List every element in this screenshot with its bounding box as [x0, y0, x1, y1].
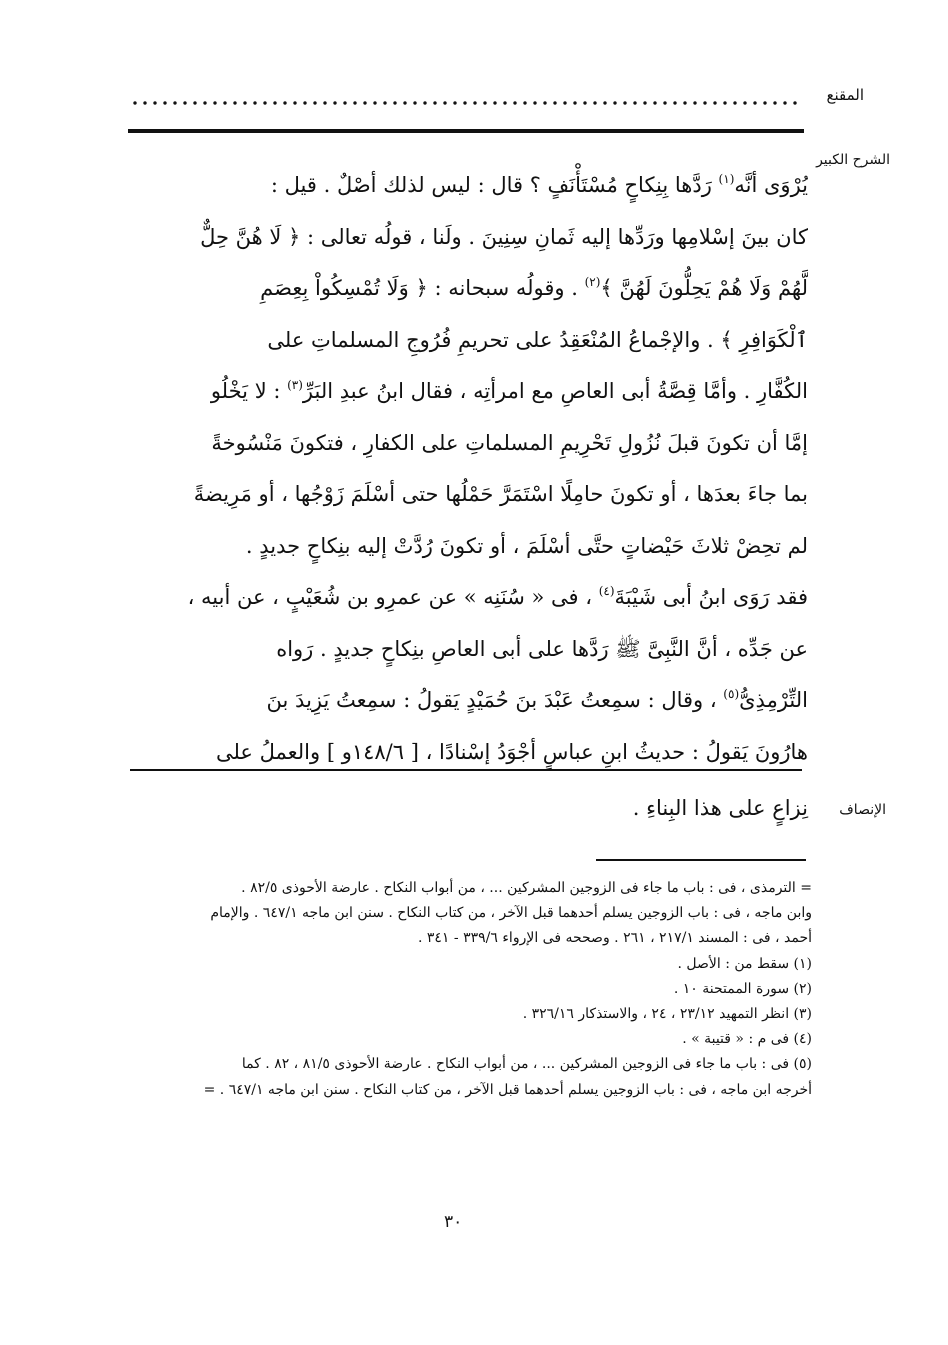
- text-line: [128, 521, 808, 573]
- footnote-line: (٢) سورة الممتحنة ١٠ .: [673, 980, 812, 997]
- text-segment: لَّهُمْ وَلَا هُمْ يَحِلُّونَ لَهُنَّ ﴾: [600, 276, 808, 300]
- footnote-marker[interactable]: (٤): [598, 584, 615, 598]
- text-segment: بما جاءَ بعدَها ، أو تكونَ حامِلًا اسْتَمَرَّ حَمْلُها حتى أسْلَمَ زَوْجُها ، أو مَرِيضةً: [193, 482, 808, 506]
- text-segment: كان بينَ إسْلامِها ورَدِّها إليه ثَمانِ سِنِينَ . ولَنا ، قولُه تعالى : ﴿ لَا هُنَّ حِلٌّ: [200, 224, 808, 249]
- footnote-marker[interactable]: (٣): [287, 378, 303, 392]
- text-segment: : لا يَخْلُو: [210, 379, 288, 403]
- text-segment: رَدَّها بِنِكاحٍ مُسْتَأْنَفٍ ؟ قال : ليس لذلك أصْلٌ . قيل :: [270, 173, 719, 197]
- footnote-line: (٣) انظر التمهيد ٢٣/١٢ ، ٢٤ ، والاستذكار ٣٢٦/١٦ .: [522, 1005, 812, 1022]
- text-line: [128, 212, 808, 264]
- text-segment: يُرْوَى أنَّه: [734, 173, 808, 197]
- text-line: [128, 315, 808, 367]
- insaf-text: نِزاعٍ على هذا البِناءِ .: [632, 796, 808, 820]
- side-label-insaf: الإنصاف: [839, 802, 886, 818]
- text-segment: . وقولُه سبحانه : ﴿ وَلَا تُمْسِكُواْ بِعِصَمِ: [260, 276, 585, 300]
- header-dot-leader: [130, 100, 800, 106]
- text-line: [128, 469, 808, 521]
- page-number: ٣٠: [444, 1212, 463, 1232]
- text-line: [128, 263, 808, 315]
- footnote-line: وابن ماجه ، فى : باب الزوجين يسلم أحدهما قبل الآخر ، من كتاب النكاح . سنن ابن ماجه ٦٤٧/١ . والإمام: [210, 905, 812, 922]
- text-segment: ، فى « سُنَنِه » عن عمرِو بن شُعَيْبٍ ، عن أبيه ،: [187, 585, 599, 609]
- section-divider: [130, 769, 802, 771]
- footnote-line: (٥) فى : باب ما جاء فى الزوجين المشركين ... ، من أبواب النكاح . عارضة الأحوذى ٨١/٥ ، ٨٢ . كما: [241, 1056, 812, 1073]
- text-segment: هارُونَ يَقولُ : حديثُ ابنِ عباسٍ أجْوَدُ إسْنادًا ، [ ١٤٨/٦و ] والعملُ على: [215, 739, 808, 764]
- footnote-line: أحمد ، فى : المسند ٢١٧/١ ، ٢٦١ . وصححه فى الإرواء ٣٣٩/٦ - ٣٤١ .: [417, 930, 812, 947]
- running-header-title: المقنع: [826, 86, 864, 104]
- footnote-rule: [596, 859, 806, 861]
- text-segment: التِّرْمِذِىُّ: [739, 688, 808, 712]
- footnote-line: أخرجه ابن ماجه ، فى : باب الزوجين يسلم أحدهما قبل الآخر ، من كتاب النكاح . سنن ابن ماجه ٦٤٧/١ . =: [203, 1081, 812, 1098]
- commentary-text: [128, 160, 808, 778]
- text-segment: لم تحِضْ ثلاثَ حَيْضاتٍ حتَّى أسْلَمَ ، أو تكونَ رُدَّتْ إليه بنِكاحٍ جديدٍ .: [245, 533, 808, 558]
- text-line: [128, 572, 808, 624]
- footnotes: [130, 876, 812, 1103]
- side-label-sharh: الشرح الكبير: [816, 152, 890, 168]
- text-segment: فقد رَوَى ابنُ أبى شَيْبَةَ: [614, 585, 808, 609]
- footnote-line: (٤) فى م : « قتيبة » .: [682, 1031, 812, 1048]
- footnote-marker[interactable]: (١): [718, 172, 735, 186]
- text-line: [128, 418, 808, 470]
- text-segment: ٱلْكَوَافِرِ ﴾ . والإجْماعُ المُنْعَقِدُ على تحريمِ فُرُوجِ المسلماتِ على: [267, 327, 808, 352]
- text-line: [128, 624, 808, 676]
- footnote-line: (١) سقط من : الأصل .: [677, 955, 812, 972]
- footnote-marker[interactable]: (٥): [723, 687, 740, 701]
- footnote-line: = الترمذى ، فى : باب ما جاء فى الزوجين المشركين ... ، من أبواب النكاح . عارضة الأحوذى ٨٢/٥ .: [241, 880, 812, 896]
- text-segment: إمَّا أن تكونَ قبلَ نُزُولِ تَحْرِيمِ المسلماتِ على الكفارِ ، فتكونَ مَنْسُوخةً: [211, 430, 808, 455]
- text-line: [128, 366, 808, 418]
- text-segment: ، وقال : سمِعتُ عَبْدَ بنَ حُمَيْدٍ يَقولُ : سمِعتُ يَزِيدَ بنَ: [266, 688, 724, 712]
- header-rule: [128, 129, 804, 133]
- text-line: [128, 160, 808, 212]
- footnote-marker[interactable]: (٢): [584, 275, 601, 289]
- text-segment: عن جَدِّه ، أنَّ النَّبِىَّ ﷺ رَدَّها على أبى العاصِ بنِكاحٍ جديدٍ . رَواه: [276, 636, 808, 661]
- text-line: [128, 675, 808, 727]
- text-segment: الكُفَّارِ . وأمَّا قِصَّةُ أبى العاصِ مع امرأتِه ، فقال ابنُ عبدِ البَرِّ: [302, 379, 808, 403]
